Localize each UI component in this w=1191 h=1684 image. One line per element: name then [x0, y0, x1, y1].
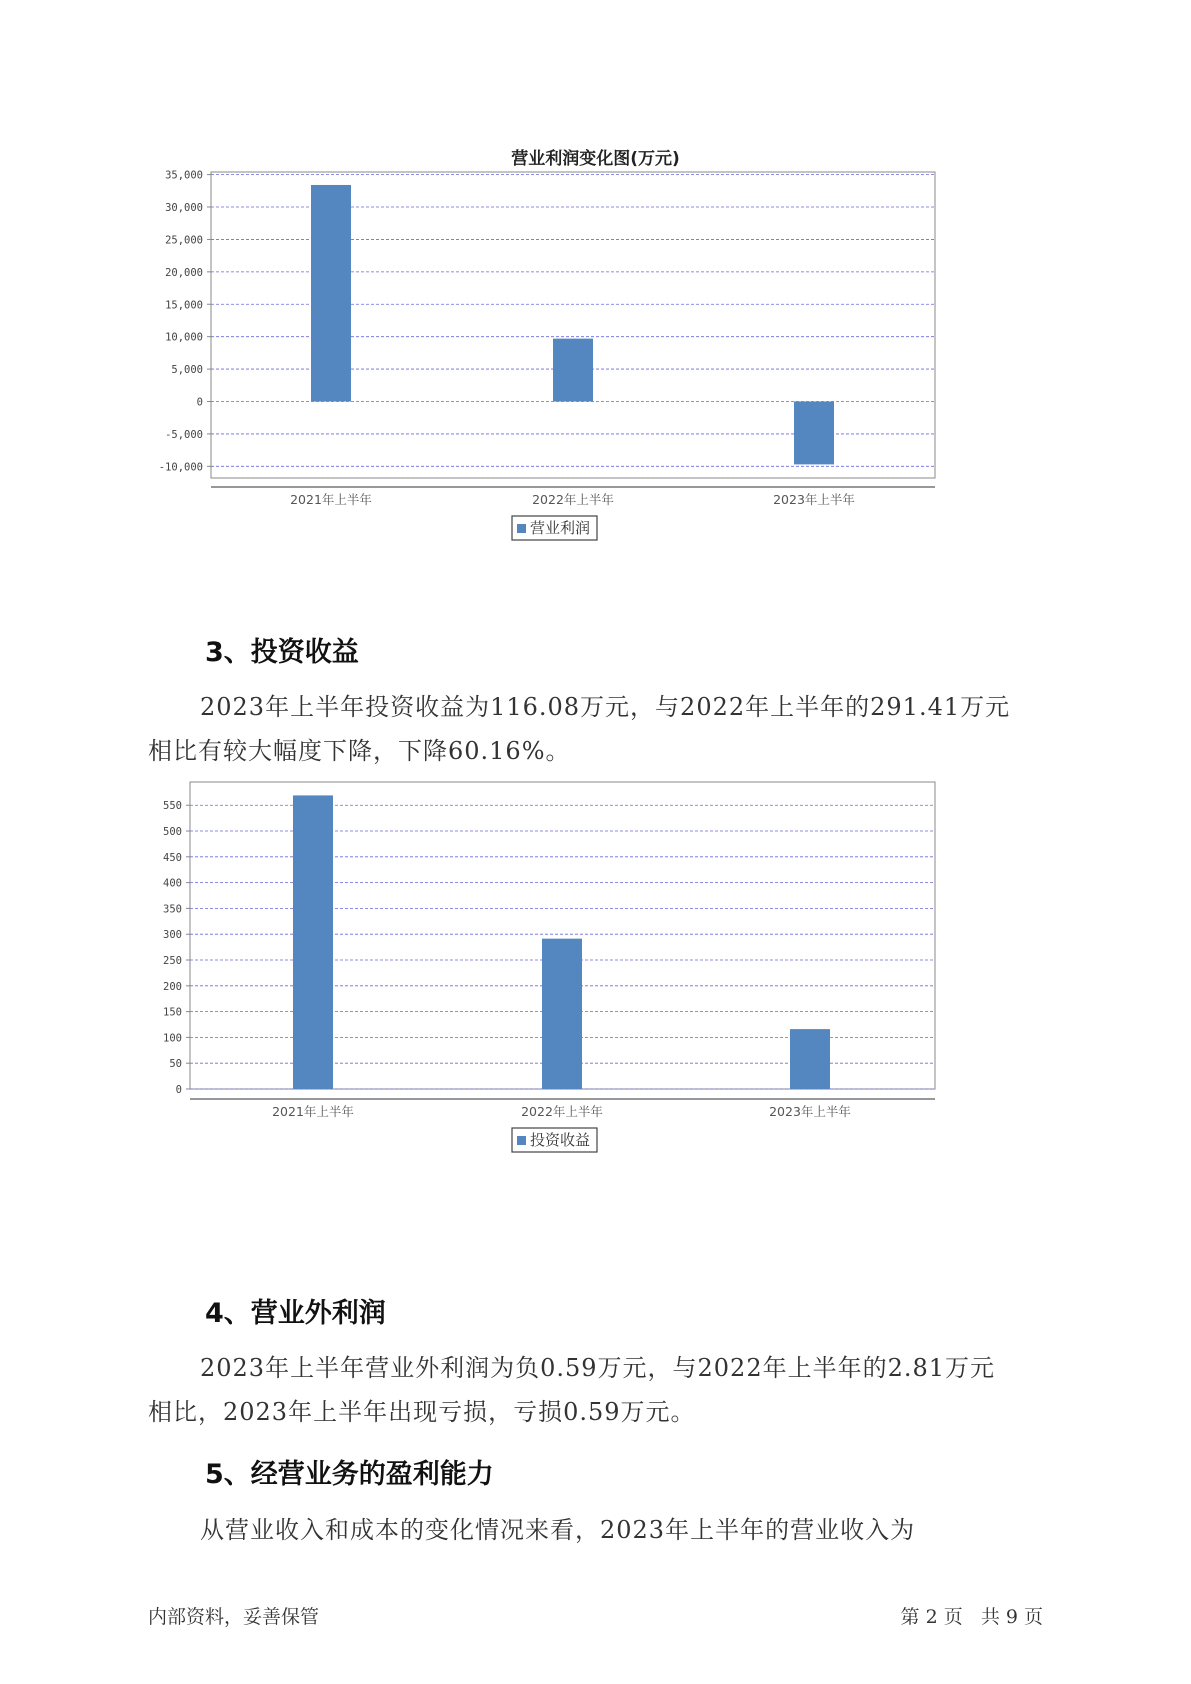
- section-5-heading: 5、经营业务的盈利能力: [205, 1459, 494, 1490]
- y-tick-label: 550: [163, 800, 182, 813]
- x-tick-label: 2021年上半年: [290, 492, 372, 507]
- x-tick-label: 2022年上半年: [521, 1104, 603, 1119]
- y-tick-label: 5,000: [171, 364, 203, 377]
- legend-swatch: [517, 524, 526, 533]
- y-tick-label: 150: [163, 1006, 182, 1019]
- bar: [293, 795, 333, 1089]
- investment-income-chart: [0, 800, 1191, 1250]
- footer-confidential-note: 内部资料，妥善保管: [148, 1606, 320, 1628]
- section-3-heading: 3、投资收益: [205, 637, 359, 668]
- y-tick-label: 400: [163, 877, 182, 890]
- legend-label: 营业利润: [530, 519, 591, 537]
- x-tick-label: 2023年上半年: [773, 492, 855, 507]
- bar: [553, 339, 593, 402]
- x-tick-label: 2023年上半年: [769, 1104, 851, 1119]
- section-5-paragraph-line-1: 从营业收入和成本的变化情况来看，2023年上半年的营业收入为: [200, 1516, 916, 1544]
- bar: [311, 185, 351, 402]
- section-4-paragraph-line-1: 2023年上半年营业外利润为负0.59万元，与2022年上半年的2.81万元: [200, 1354, 996, 1382]
- legend-swatch: [517, 1136, 526, 1145]
- y-tick-label: 100: [163, 1032, 182, 1045]
- legend-label: 投资收益: [530, 1131, 591, 1149]
- operating-profit-chart: [0, 170, 1191, 590]
- y-tick-label: 0: [196, 396, 203, 409]
- section-4-heading: 4、营业外利润: [205, 1298, 386, 1329]
- y-tick-label: 450: [163, 851, 182, 864]
- y-tick-label: -5,000: [165, 428, 203, 441]
- footer-page-number: 第 2 页 共 9 页: [900, 1606, 1043, 1628]
- y-tick-label: 500: [163, 826, 182, 839]
- y-tick-label: 10,000: [165, 331, 203, 344]
- y-tick-label: 350: [163, 903, 182, 916]
- bar: [794, 402, 834, 465]
- bar: [790, 1029, 830, 1089]
- y-tick-label: 250: [163, 955, 182, 968]
- bar: [542, 939, 582, 1089]
- chart-title-operating-profit: 营业利润变化图(万元): [511, 149, 680, 169]
- y-tick-label: 0: [175, 1084, 182, 1096]
- y-tick-label: 25,000: [165, 234, 203, 247]
- x-tick-label: 2021年上半年: [272, 1104, 354, 1119]
- y-tick-label: 20,000: [165, 266, 203, 279]
- section-3-paragraph-line-1: 2023年上半年投资收益为116.08万元，与2022年上半年的291.41万元: [200, 693, 1011, 721]
- y-tick-label: -10,000: [158, 461, 203, 474]
- y-tick-label: 300: [163, 929, 182, 942]
- section-4-paragraph-line-2: 相比，2023年上半年出现亏损，亏损0.59万元。: [148, 1398, 696, 1426]
- y-tick-label: 200: [163, 980, 182, 993]
- y-tick-label: 30,000: [165, 202, 203, 215]
- y-tick-label: 15,000: [165, 299, 203, 312]
- y-tick-label: 50: [169, 1058, 182, 1071]
- y-tick-label: 35,000: [165, 169, 203, 182]
- x-tick-label: 2022年上半年: [532, 492, 614, 507]
- section-3-paragraph-line-2: 相比有较大幅度下降，下降60.16%。: [148, 737, 571, 765]
